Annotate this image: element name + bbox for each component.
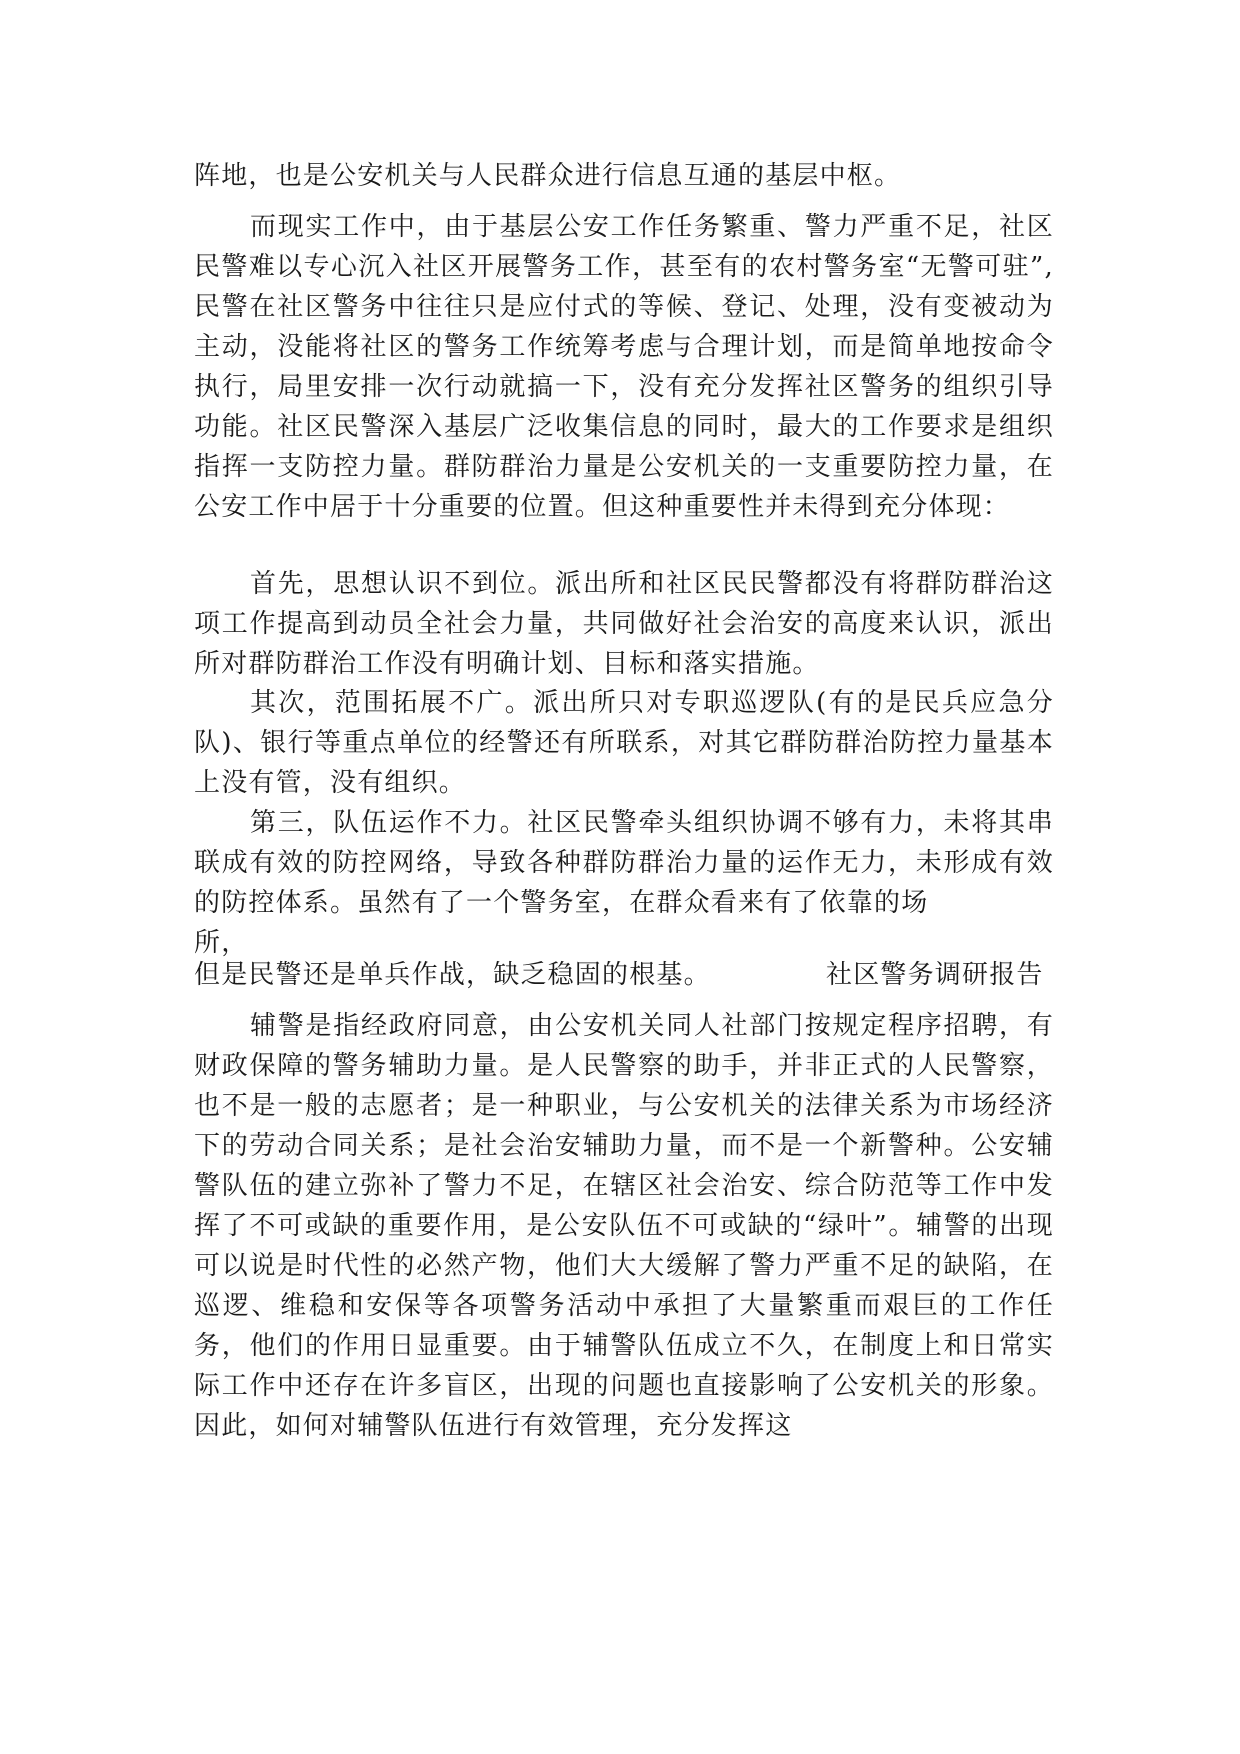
paragraph-third: 第三，队伍运作不力。社区民警牵头组织协调不够有力，未将其串联成有效的防控网络，导致各种群防群治力量的运作无力，未形成有效的防控体系。虽然有了一个警务室，在群众看来有了依靠的场 xyxy=(194,808,1054,918)
paragraph-continued: 阵地，也是公安机关与人民群众进行信息互通的基层中枢。 xyxy=(194,161,902,191)
paragraph-second: 其次，范围拓展不广。派出所只对专职巡逻队(有的是民兵应急分队)、银行等重点单位的经警还有所联系，对其它群防群治防控力量基本上没有管，没有组织。 xyxy=(194,688,1054,798)
running-title: 社区警务调研报告 xyxy=(826,960,1044,990)
line-suo: 所， xyxy=(194,928,249,958)
paragraph-auxiliary: 辅警是指经政府同意，由公安机关同人社部门按规定程序招聘，有财政保障的警务辅助力量。是人民警察的助手，并非正式的人民警察，也不是一般的志愿者；是一种职业，与公安机关的法律关系为市场经济下的劳动合同关系；是社会治安辅助力量，而不是一个新警种。公安辅警队伍的建立弥补了警力不足，在辖区社会治安、综合防范等工作中发挥了不可或缺的重要作用，是公安队伍不可或缺的“绿叶”。辅警的出现可以说是时代性的必然产物，他们大大缓解了警力严重不足的缺陷，在巡逻、维稳和安保等各项警务活动中承担了大量繁重而艰巨的工作任务，他们的作用日显重要。由于辅警队伍成立不久，在制度上和日常实际工作中还存在许多盲区，出现的问题也直接影响了公安机关的形象。因此，如何对辅警队伍进行有效管理，充分发挥这 xyxy=(194,1011,1054,1441)
line-but: 但是民警还是单兵作战，缺乏稳固的根基。 xyxy=(194,960,711,990)
paragraph-first: 首先，思想认识不到位。派出所和社区民民警都没有将群防群治这项工作提高到动员全社会力量，共同做好社会治安的高度来认识，派出所对群防群治工作没有明确计划、目标和落实措施。 xyxy=(194,569,1054,679)
paragraph-reality: 而现实工作中，由于基层公安工作任务繁重、警力严重不足，社区民警难以专心沉入社区开展警务工作，甚至有的农村警务室“无警可驻”,民警在社区警务中往往只是应付式的等候、登记、处理，没有变被动为主动，没能将社区的警务工作统筹考虑与合理计划，而是简单地按命令执行，局里安排一次行动就搞一下，没有充分发挥社区警务的组织引导功能。社区民警深入基层广泛收集信息的同时，最大的工作要求是组织指挥一支防控力量。群防群治力量是公安机关的一支重要防控力量，在公安工作中居于十分重要的位置。但这种重要性并未得到充分体现： xyxy=(194,212,1054,522)
